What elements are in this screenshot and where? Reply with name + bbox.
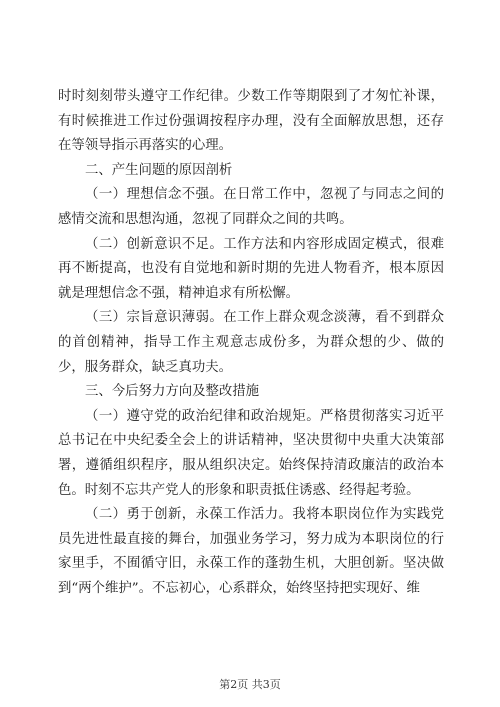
page-number: 第2页 共3页 [219,678,281,691]
paragraph: 时时刻刻带头遵守工作纪律。少数工作等期限到了才匆忙补课，有时候推进工作过份强调按程序办理，没有全面解放思想，还存在等领导指示再落实的心理。 [58,89,444,154]
paragraph: （一）遵守党的政治纪律和政治规矩。严格贯彻落实习近平总书记在中央纪委全会上的讲话精神，坚决贯彻中央重大决策部署，遵循组织程序，服从组织决定。始终保持清政廉洁的政治本色。时刻不忘共产党人的形象和职责抵住诱惑、经得起考验。 [58,408,444,498]
paragraph: （二）勇于创新，永葆工作活力。我将本职岗位作为实践党员先进性最直接的舞台，加强业务学习，努力成为本职岗位的行家里手，不囿循守旧，永葆工作的蓬勃生机，大胆创新。坚决做到“两个维护”。不忘初心，心系群众，始终坚持把实现好、维 [58,507,444,596]
paragraph: （二）创新意识不足。工作方法和内容形成固定模式，很难再不断提高，也没有自觉地和新时期的先进人物看齐，根本原因就是理想信念不强，精神追求有所松懈。 [58,236,444,301]
section-heading: 二、产生问题的原因剖析 [85,162,233,178]
paragraph: （三）宗旨意识薄弱。在工作上群众观念淡薄，看不到群众的首创精神，指导工作主观意志成份多，为群众想的少、做的少，服务群众，缺乏真功夫。 [58,310,444,375]
document-body [58,85,444,601]
section-heading: 三、今后努力方向及整改措施 [85,384,260,400]
paragraph: （一）理想信念不强。在日常工作中，忽视了与同志之间的感情交流和思想沟通，忽视了同群众之间的共鸣。 [58,187,444,227]
